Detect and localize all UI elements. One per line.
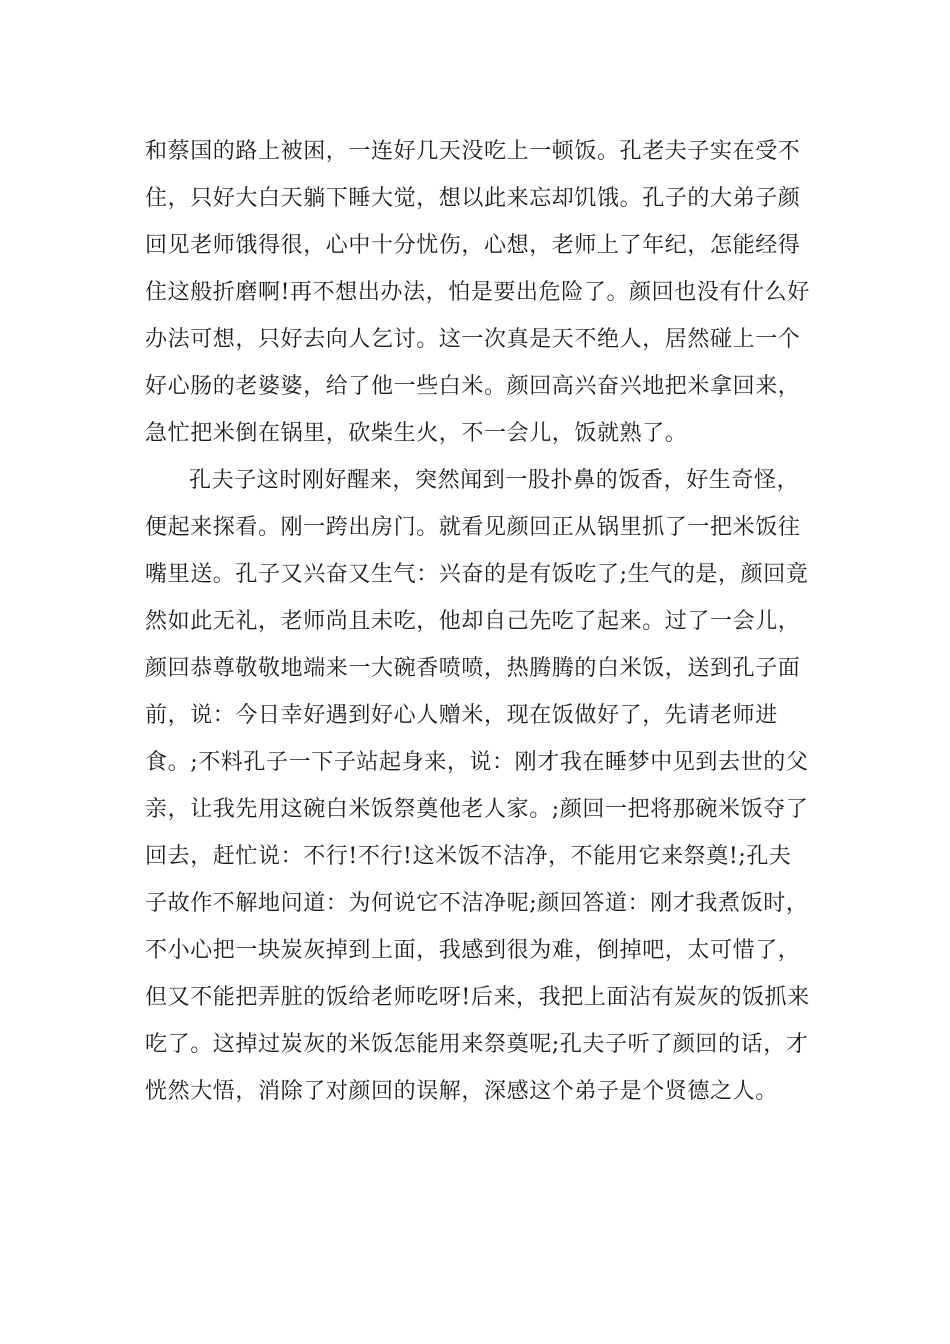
text-line: 食。;不料孔子一下子站起身来，说：刚才我在睡梦中见到去世的父 xyxy=(145,750,809,775)
text-line: 亲，让我先用这碗白米饭祭奠他老人家。;颜回一把将那碗米饭夺了 xyxy=(145,797,809,822)
text-line: 孔夫子这时刚好醒来，突然闻到一股扑鼻的饭香，好生奇怪， xyxy=(189,468,800,493)
text-line: 颜回恭尊敬敬地端来一大碗香喷喷，热腾腾的白米饭，送到孔子面 xyxy=(145,656,801,681)
document-page xyxy=(145,128,810,1115)
text-line: 回见老师饿得很，心中十分忧伤，心想，老师上了年纪，怎能经得 xyxy=(145,233,801,258)
text-line: 住，只好大白天躺下睡大觉，想以此来忘却饥饿。孔子的大弟子颜 xyxy=(145,186,801,211)
text-line: 子故作不解地问道：为何说它不洁净呢;颜回答道：刚才我煮饭时， xyxy=(145,891,809,916)
text-line: 便起来探看。刚一跨出房门。就看见颜回正从锅里抓了一把米饭往 xyxy=(145,515,801,540)
text-line: 急忙把米倒在锅里，砍柴生火，不一会儿，饭就熟了。 xyxy=(145,421,688,446)
text-line: 吃了。这掉过炭灰的米饭怎能用来祭奠呢;孔夫子听了颜回的话，才 xyxy=(145,1032,809,1057)
text-line: 嘴里送。孔子又兴奋又生气：兴奋的是有饭吃了;生气的是，颜回竟 xyxy=(145,562,809,587)
text-line: 恍然大悟，消除了对颜回的误解，深感这个弟子是个贤德之人。 xyxy=(145,1079,778,1104)
paragraph-2 xyxy=(145,457,810,1115)
text-line: 好心肠的老婆婆，给了他一些白米。颜回高兴奋兴地把米拿回来， xyxy=(145,374,801,399)
text-line: 但又不能把弄脏的饭给老师吃呀!后来，我把上面沾有炭灰的饭抓来 xyxy=(145,985,810,1010)
text-line: 回去，赶忙说：不行!不行!这米饭不洁净，不能用它来祭奠!;孔夫 xyxy=(145,844,792,869)
text-line: 办法可想，只好去向人乞讨。这一次真是天不绝人，居然碰上一个 xyxy=(145,327,801,352)
text-line: 然如此无礼，老师尚且未吃，他却自己先吃了起来。过了一会儿， xyxy=(145,609,801,634)
paragraph-1 xyxy=(145,128,810,457)
text-line: 前，说：今日幸好遇到好心人赠米，现在饭做好了，先请老师进 xyxy=(145,703,778,728)
text-line: 不小心把一块炭灰掉到上面，我感到很为难，倒掉吧，太可惜了， xyxy=(145,938,801,963)
text-line: 和蔡国的路上被困，一连好几天没吃上一顿饭。孔老夫子实在受不 xyxy=(145,139,801,164)
text-line: 住这般折磨啊!再不想出办法，怕是要出危险了。颜回也没有什么好 xyxy=(145,280,810,305)
